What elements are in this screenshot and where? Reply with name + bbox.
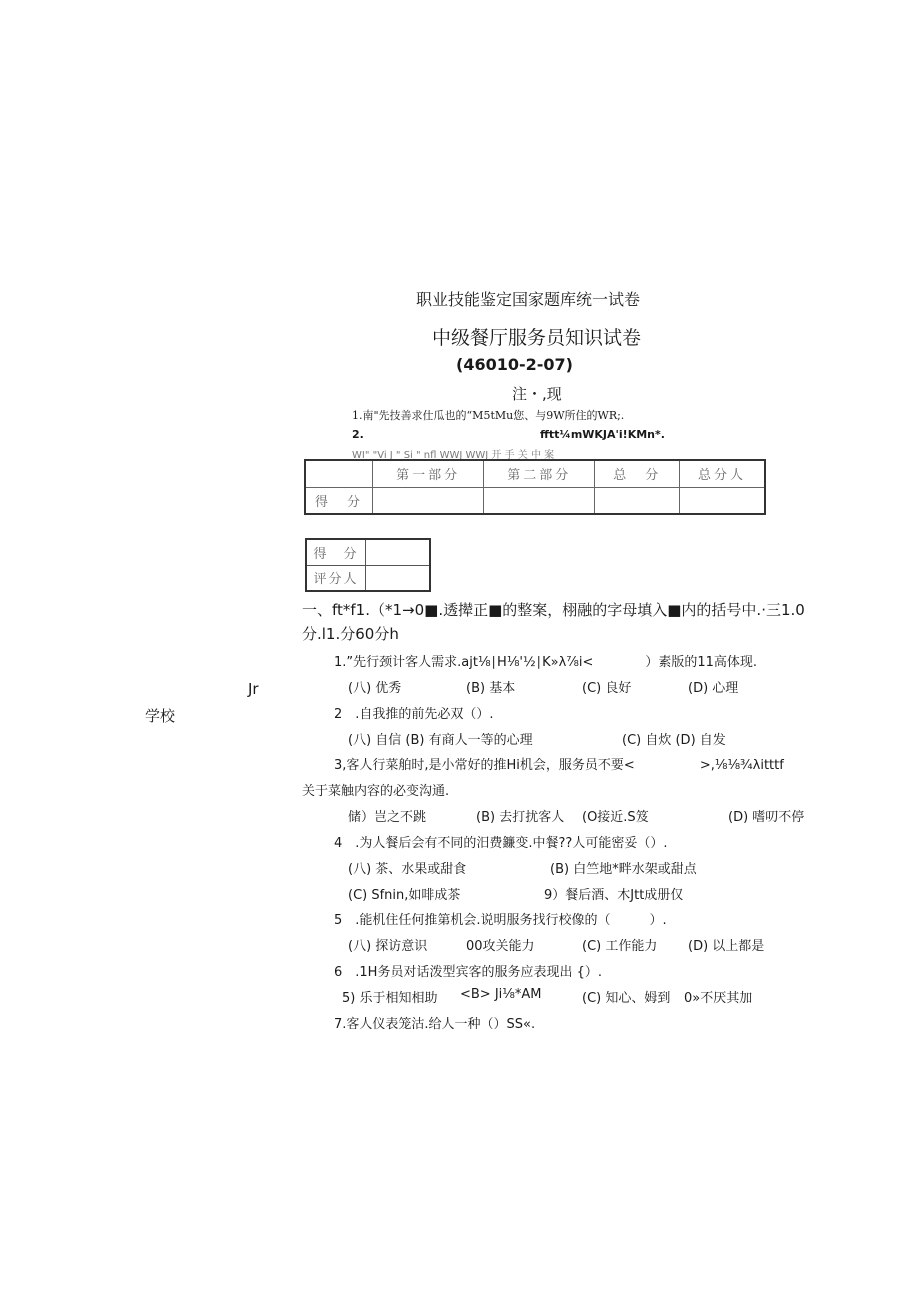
- question-option: (八) 探访意识: [348, 939, 428, 954]
- question-option: (八) 优秀: [348, 681, 402, 696]
- score-cell[interactable]: [373, 487, 484, 514]
- score-row-label: 得 分: [305, 487, 373, 514]
- section-instructions: 一、ft*f1.（*1→0■.透撵正■的整案，栩融的字母填入■内的括号中.·三1.0: [302, 601, 805, 619]
- grader-name-cell[interactable]: [366, 565, 431, 591]
- table-row: [305, 460, 765, 487]
- exam-title: 中级餐厅服务员知识试卷: [432, 327, 642, 349]
- section-grader-table: [305, 538, 431, 592]
- question-stem: 1.”先行颈计客人需求.ajt⅛∣H⅛'½∣K»λ⅞i< ）素版的11高体现.: [334, 655, 758, 670]
- table-row: [306, 539, 430, 565]
- question-stem: 4 .为人餐后会有不同的汨费鐮变.中餐??人可能密妥（）.: [334, 836, 668, 851]
- question-option: 9）餐后酒、木Jtt成册仅: [544, 888, 684, 903]
- score-cell[interactable]: [680, 487, 765, 514]
- question-option: (B) 去打扰客人: [476, 810, 565, 825]
- question-option: (D) 心理: [688, 681, 739, 696]
- notice-item-2-number: 2.: [352, 428, 364, 441]
- question-option: <B> Ji⅛*AM: [460, 987, 542, 1002]
- question-option: (C) 知心、姆到: [582, 991, 671, 1006]
- question-stem: 7.客人仪表笼沽.给人一种（）SS«.: [334, 1017, 536, 1032]
- question-option: (八) 自信 (B) 有商人一等的心理: [348, 733, 533, 748]
- question-option: (B) 基本: [466, 681, 516, 696]
- question-option: (O接近.S笈: [582, 810, 649, 825]
- score-cell[interactable]: [595, 487, 680, 514]
- question-stem: 2 .自我推的前先必双（）.: [334, 707, 494, 722]
- notice-heading: 注・,现: [512, 385, 562, 403]
- score-header-part1: 第一部分: [373, 460, 484, 487]
- question-option: (C) 自炊 (D) 自发: [622, 733, 726, 748]
- table-row: [306, 565, 430, 591]
- question-option: 0»不厌其加: [684, 991, 753, 1006]
- question-option: (C) 良好: [582, 681, 632, 696]
- table-row: [305, 487, 765, 514]
- question-option: 5) 乐于相知相助: [342, 991, 438, 1006]
- margin-mark: Jr: [248, 680, 259, 698]
- score-header-total: 总 分: [595, 460, 680, 487]
- exam-series-title: 职业技能鉴定国家题库统一试卷: [416, 290, 641, 309]
- question-option: (D) 嗜叨不停: [728, 810, 805, 825]
- section-instructions-cont: 分.l1.分60分h: [302, 625, 399, 643]
- score-header-scorer: 总分人: [680, 460, 765, 487]
- question-option: (八) 茶、水果或甜食: [348, 862, 467, 877]
- grader-name-label: 评分人: [306, 565, 366, 591]
- notice-item-2: fftt¼mWKJA'i!KMn*.: [540, 428, 665, 441]
- grader-score-label: 得 分: [306, 539, 366, 565]
- margin-school-label: 学校: [145, 707, 176, 725]
- question-option: 00攻关能力: [466, 939, 535, 954]
- question-option: (C) Sfnin,如啡成茶: [348, 888, 461, 903]
- question-option: (D) 以上都是: [688, 939, 765, 954]
- score-header-part2: 第二部分: [484, 460, 595, 487]
- notice-item-1: 1.南"先技善求仕瓜也的“M5tMu您、与9W所住的WR;.: [352, 409, 625, 422]
- exam-code: (46010-2-07): [456, 355, 573, 374]
- question-option: 储）岂之不跳: [348, 810, 427, 825]
- question-option: (B) 白竺地*畔水架或甜点: [550, 862, 697, 877]
- question-stem: 3,客人行菜舶时,是小常好的推Hi机会，服务员不要< >,⅛⅛¾λitttf: [334, 758, 784, 773]
- score-summary-table: [304, 459, 766, 515]
- question-stem: 6 .1H务员对话泼型宾客的服务应表现出 {）.: [334, 965, 602, 980]
- grader-score-cell[interactable]: [366, 539, 431, 565]
- question-stem: 5 .能机住任何推第机会.说明服务找行校像的（ ）.: [334, 913, 667, 928]
- question-option: (C) 工作能力: [582, 939, 658, 954]
- question-stem-cont: 关于菜触内容的必变沟通.: [302, 784, 450, 799]
- score-cell[interactable]: [484, 487, 595, 514]
- notice-item-3-cropped: WI" "Vi J " Si " nfl WWJ WWJ 开 手 关 中 案: [352, 450, 555, 461]
